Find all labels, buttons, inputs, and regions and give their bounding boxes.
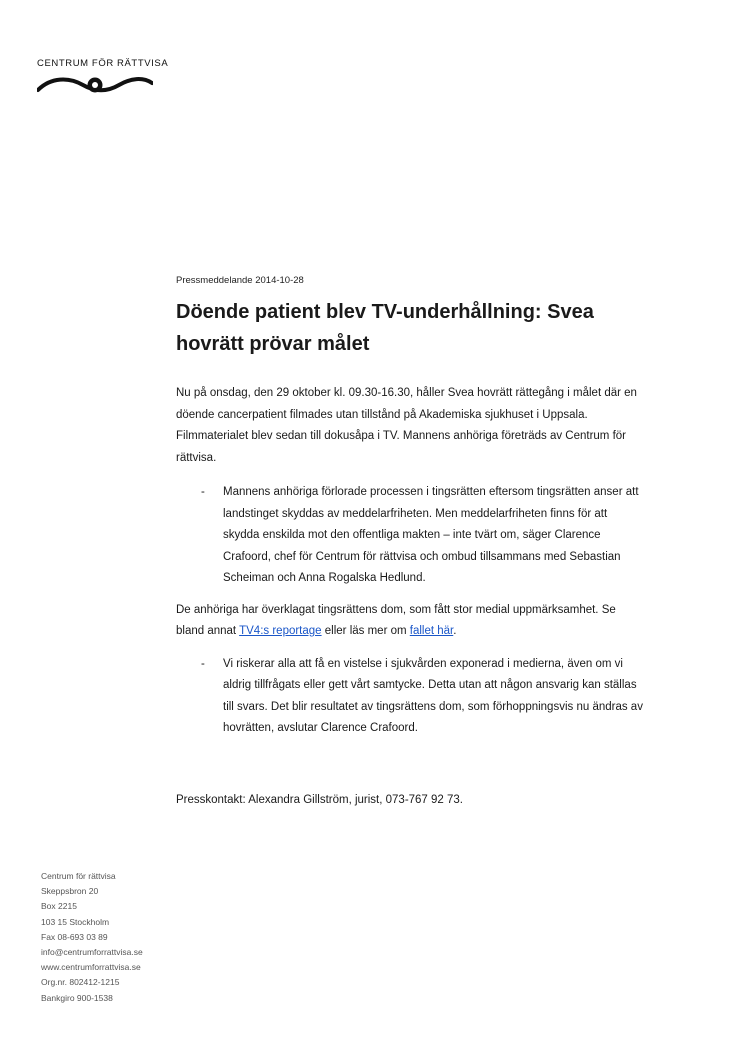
footer-website: www.centrumforrattvisa.se [41, 962, 141, 973]
footer-org-name: Centrum för rättvisa [41, 871, 116, 881]
quote-text-2: Vi riskerar alla att få en vistelse i sjukvården exponerad i medierna, även om vi aldrig tillfrågats eller gett vårt samtycke. Detta utan att någon ansvarig kan ställas till svars. Det blir resultatet av tingsrättens dom, som förhoppningsvis nu ändras av hovrätten, avslutar Clarence Crafoord. [223, 657, 643, 734]
tv4-report-link[interactable]: TV4:s reportage [239, 625, 322, 637]
organization-logo [37, 58, 169, 97]
press-release-date: Pressmeddelande 2014-10-28 [176, 275, 304, 286]
quote-bullet-1 [176, 482, 646, 590]
footer-address [41, 869, 143, 1006]
quote-text-1: Mannens anhöriga förlorade processen i tingsrätten eftersom tingsrätten anser att landstinget skyddas av meddelarfriheten. Men meddelarfriheten finns för att skydda enskilda mot den offentliga makten – inte tvärt om, säger Clarence Crafoord, chef för Centrum för rättvisa och ombud tillsammans med Sebastian Scheiman och Anna Rogalska Hedlund. [223, 486, 639, 584]
intro-paragraph: Nu på onsdag, den 29 oktober kl. 09.30-16.30, håller Svea hovrätt rättegång i målet där en döende cancerpatient filmades utan tillstånd på Akademiska sjukhuset i Uppsala. Filmmaterialet blev sedan till dokusåpa i TV. Mannens anhöriga företräds av Centrum för rättvisa. [176, 387, 637, 464]
bullet-dash: - [201, 657, 205, 670]
appeal-text-end: . [453, 625, 457, 637]
case-info-link[interactable]: fallet här [409, 625, 454, 637]
footer-fax: Fax 08-693 03 89 [41, 931, 108, 942]
appeal-text-middle: eller läs mer om [321, 625, 410, 637]
press-release [176, 275, 646, 811]
eye-icon [37, 73, 153, 97]
footer-box: Box 2215 [41, 901, 77, 912]
footer-org-number: Org.nr. 802412-1215 [41, 977, 120, 988]
headline: Döende patient blev TV-underhållning: Svea hovrätt prövar målet [176, 301, 594, 355]
quote-bullet-2 [176, 654, 646, 740]
bullet-dash: - [201, 486, 205, 498]
appeal-text-start: De anhöriga har överklagat tingsrättens dom, som fått stor medial uppmärksamhet. Se bland annat [176, 603, 616, 637]
appeal-paragraph [176, 600, 646, 643]
footer-bankgiro: Bankgiro 900-1538 [41, 992, 113, 1003]
footer-email: info@centrumforrattvisa.se [41, 947, 143, 958]
footer-street: Skeppsbron 20 [41, 886, 99, 897]
press-contact: Presskontakt: Alexandra Gillström, jurist, 073-767 92 73. [176, 793, 464, 806]
logo-text: CENTRUM FÖR RÄTTVISA [37, 58, 169, 69]
footer-postcode: 103 15 Stockholm [41, 916, 110, 927]
